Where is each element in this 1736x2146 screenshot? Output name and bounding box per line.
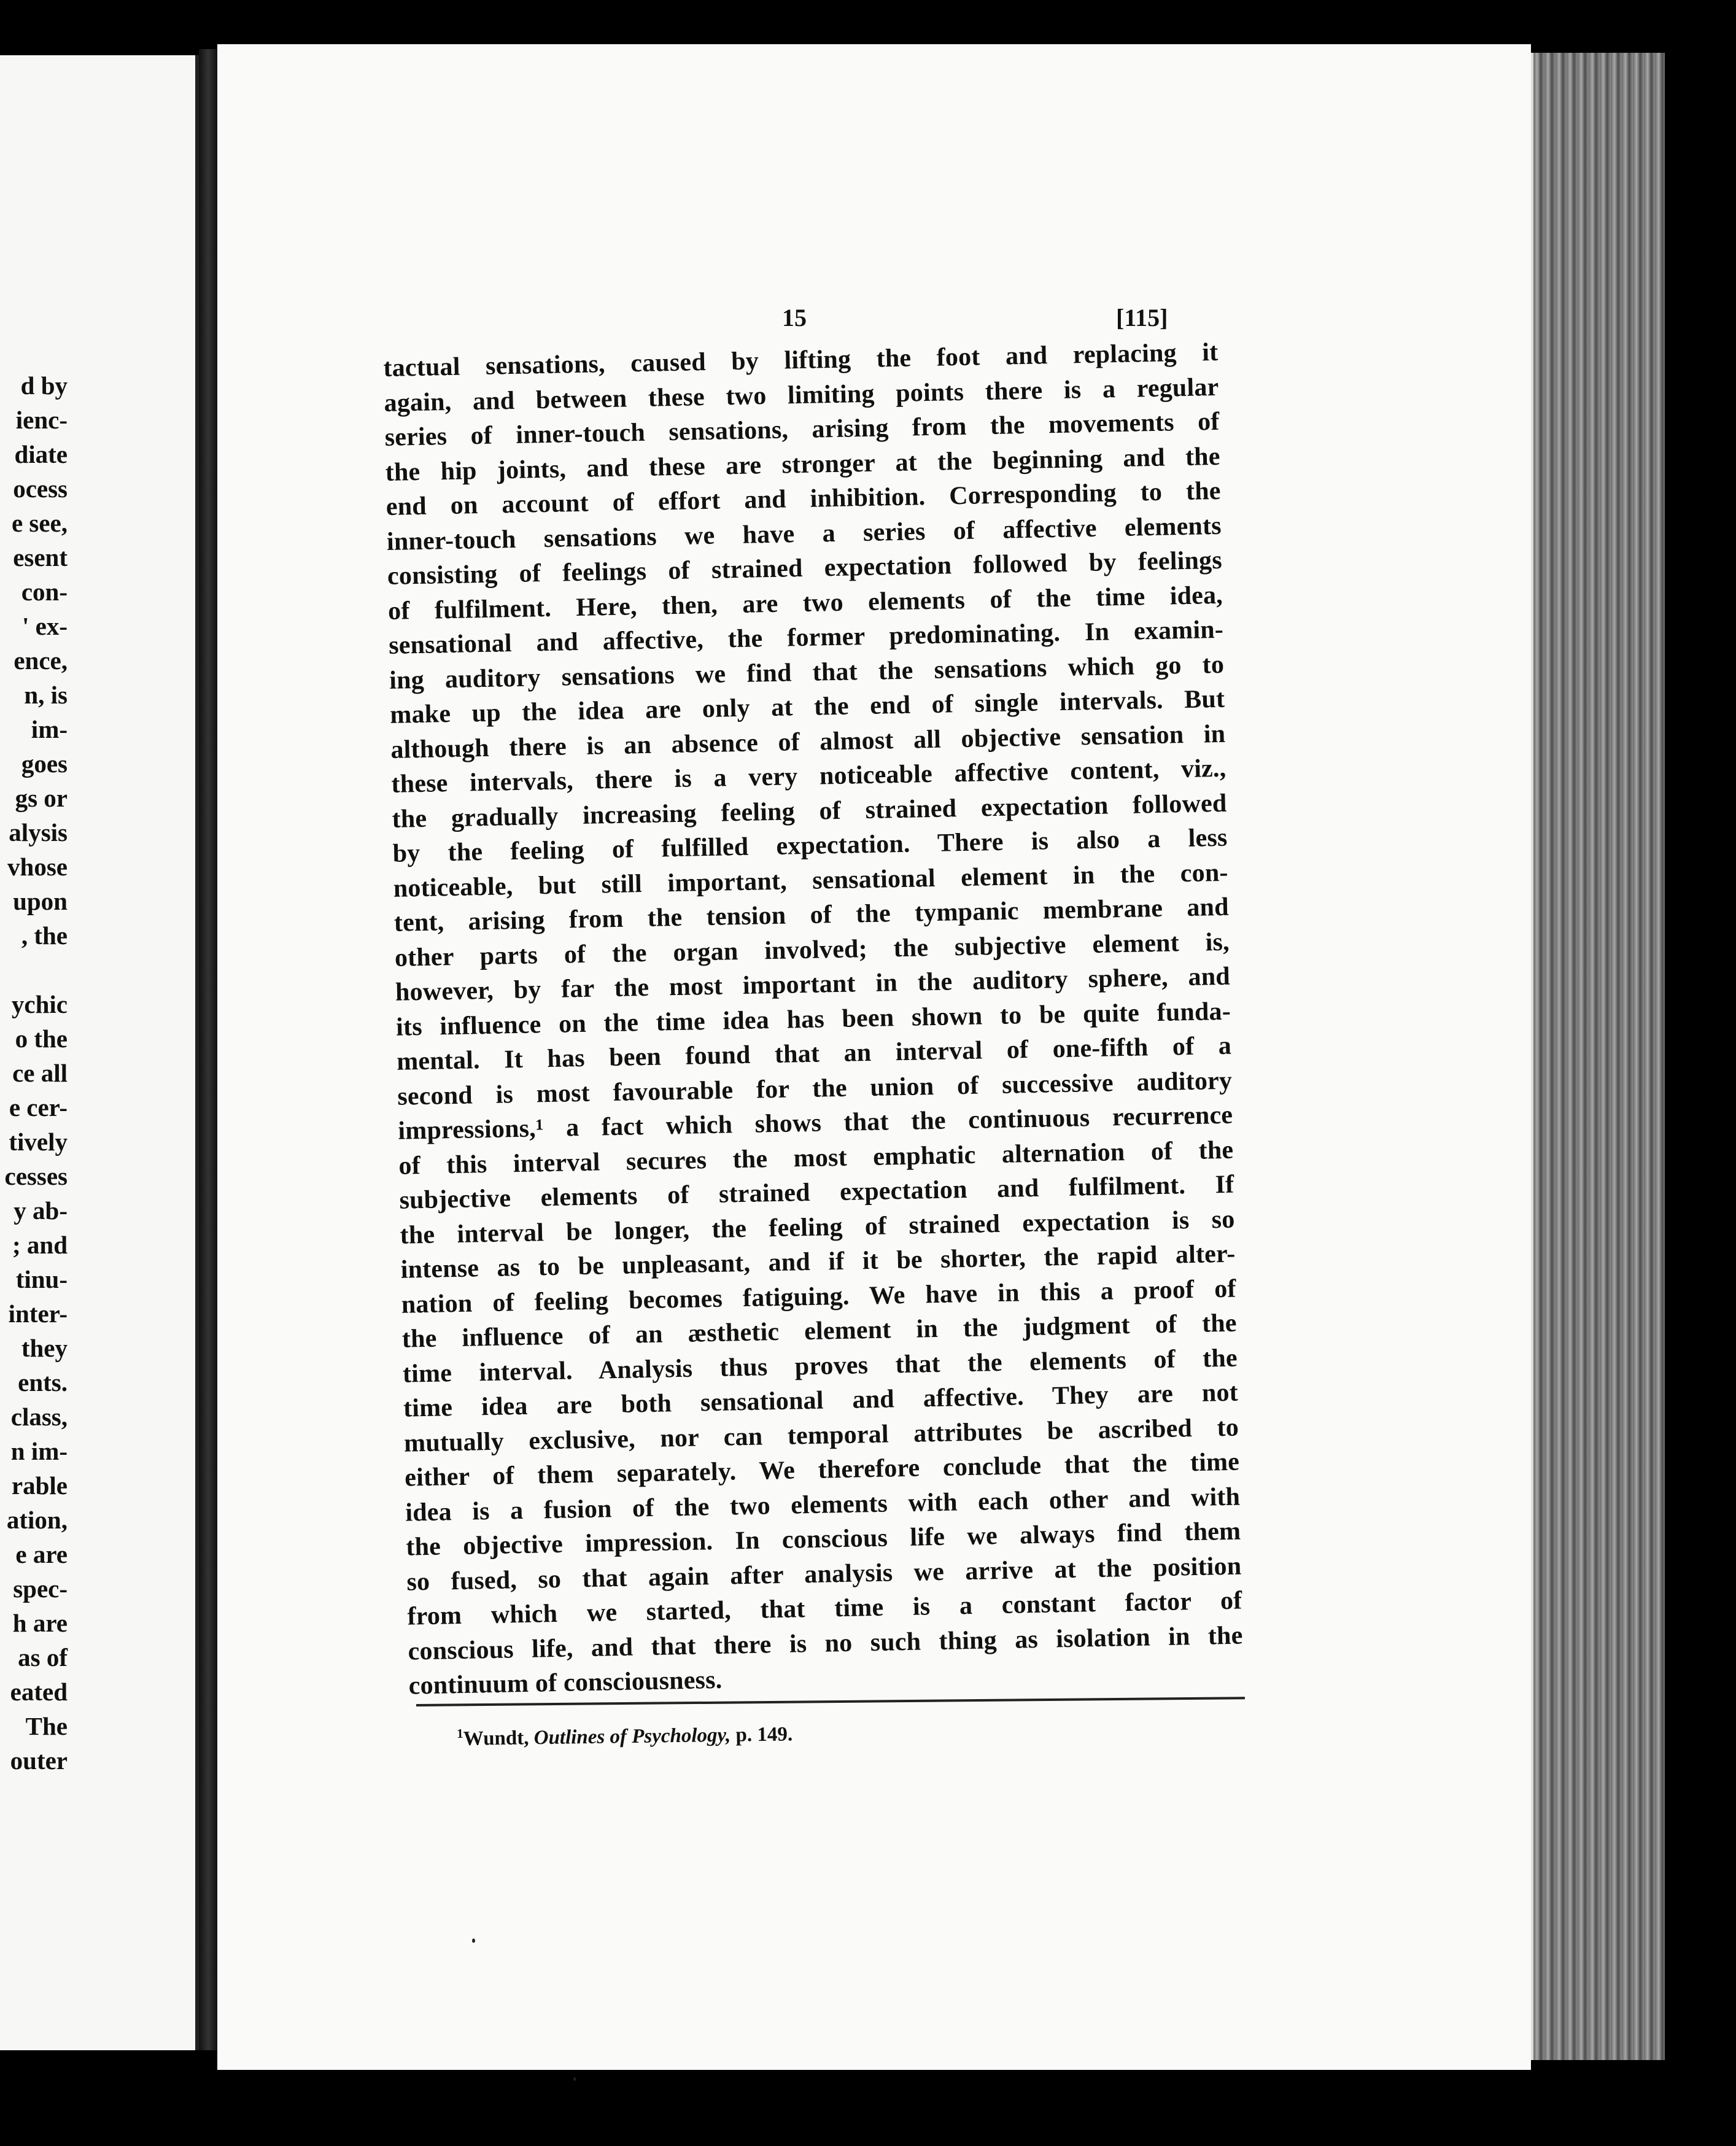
body-line: so fused, so that again after analysis we arrive at the position — [406, 1552, 1242, 1597]
body-line: sensational and affective, the former predominating. In examin- — [388, 615, 1224, 660]
book-page-edges — [1531, 53, 1665, 2060]
left-page-line: ocess — [13, 475, 68, 503]
left-page-line: they — [21, 1334, 68, 1362]
left-page-line — [0, 953, 68, 987]
paper-speck — [472, 1939, 475, 1943]
body-line: the interval be longer, the feeling of strained expectation is so — [400, 1205, 1235, 1250]
body-line: of this interval secures the most emphatic alternation of the — [398, 1136, 1234, 1180]
body-line: the influence of an æsthetic element in the judgment of the — [401, 1309, 1238, 1354]
body-line: tent, arising from the tension of the tympanic membrane and — [393, 893, 1230, 937]
left-page-line: o the — [15, 1025, 68, 1053]
body-line: second is most favourable for the union of successive auditory — [397, 1066, 1233, 1111]
body-line: ing auditory sensations we find that the sensations which go to — [389, 650, 1225, 695]
left-page-line: im- — [31, 715, 68, 743]
body-line: conscious life, and that there is no such thing as isolation in the — [408, 1621, 1243, 1666]
section-number: [115] — [1116, 304, 1168, 331]
left-page-line: eated — [10, 1678, 68, 1706]
body-line: however, by far the most important in the auditory sphere, and — [395, 962, 1231, 1007]
left-page-line: outer — [10, 1746, 68, 1775]
left-page-line: tively — [9, 1128, 68, 1156]
left-page-line: diate — [14, 440, 68, 468]
footnote — [457, 1721, 792, 1751]
body-text — [383, 335, 1244, 1703]
page-number: 15 — [782, 304, 807, 331]
body-line: time idea are both sensational and affective. They are not — [403, 1378, 1239, 1423]
left-page-line: y ab- — [14, 1196, 68, 1225]
left-page-line: ; and — [12, 1231, 68, 1259]
left-page-line: ents. — [18, 1368, 68, 1396]
left-page-line: cesses — [4, 1162, 68, 1190]
right-page — [217, 44, 1531, 2070]
left-page-line: The — [25, 1712, 68, 1740]
body-line: mutually exclusive, nor can temporal attributes be ascribed to — [403, 1413, 1239, 1458]
left-page-line: rable — [11, 1471, 68, 1500]
body-line: the hip joints, and these are stronger at the beginning and the — [385, 442, 1220, 487]
body-line: the gradually increasing feeling of strained expectation followed — [392, 789, 1227, 834]
left-page-line: ychic — [11, 990, 68, 1018]
body-line: impressions,¹ a fact which shows that the continuous recurrence — [397, 1101, 1233, 1145]
body-line: series of inner-touch sensations, arising from the movements of — [384, 407, 1220, 452]
left-page-line: n, is — [24, 681, 68, 709]
body-line: make up the idea are only at the end of single intervals. But — [389, 684, 1225, 729]
left-page-line: alysis — [9, 818, 68, 846]
body-line: nation of feeling becomes fatiguing. We have in this a proof of — [401, 1274, 1237, 1319]
left-page-line: upon — [13, 887, 68, 915]
left-page-line: gs or — [15, 784, 68, 812]
body-line: these intervals, there is a very noticeable affective content, viz., — [391, 754, 1226, 799]
body-line: time interval. Analysis thus proves that the elements of the — [402, 1344, 1238, 1389]
left-page-line: , the — [21, 921, 68, 950]
left-page-line: ce all — [12, 1059, 68, 1087]
left-page-line: vhose — [7, 853, 68, 881]
left-page-line: e are — [15, 1540, 68, 1568]
body-line: idea is a fusion of the two elements with each other and with — [405, 1482, 1241, 1527]
body-line: end on account of effort and inhibition. Corresponding to the — [386, 476, 1222, 521]
left-page-line: h are — [12, 1609, 68, 1637]
left-page-line: spec- — [13, 1575, 68, 1603]
body-line: other parts of the organ involved; the subjective element is, — [394, 928, 1230, 972]
body-line: continuum of consciousness. — [408, 1665, 723, 1700]
body-line: from which we started, that time is a constant factor of — [407, 1586, 1242, 1631]
left-page-line: e see, — [11, 509, 68, 537]
left-page-line: ' ex- — [22, 612, 68, 640]
left-page-line: tinu- — [15, 1265, 68, 1293]
body-line: mental. It has been found that an interval of one-fifth of a — [396, 1031, 1232, 1076]
body-line: inner-touch sensations we have a series of affective elements — [386, 511, 1222, 556]
footnote-title: Outlines of Psychology, — [533, 1724, 731, 1749]
footnote-author: Wundt, — [463, 1727, 529, 1750]
body-line: its influence on the time idea has been shown to be quite funda- — [395, 997, 1231, 1042]
left-page-line: e cer- — [9, 1093, 68, 1121]
body-line: intense as to be unpleasant, and if it be shorter, the rapid alter- — [400, 1239, 1236, 1284]
left-page-line: class, — [10, 1403, 68, 1431]
page-header — [217, 303, 1531, 340]
left-page-line: ence, — [14, 646, 68, 675]
left-page-line: ienc- — [15, 406, 68, 434]
left-page-line: con- — [21, 578, 68, 606]
body-line: either of them separately. We therefore conclude that the time — [404, 1447, 1240, 1492]
left-page-line: inter- — [8, 1300, 68, 1328]
left-page-line-ends — [0, 368, 68, 1778]
body-line: although there is an absence of almost all objective sensation in — [390, 719, 1226, 764]
paper-speck — [573, 2077, 576, 2081]
body-line: consisting of feelings of strained expectation followed by feelings — [387, 546, 1223, 591]
book-gutter — [199, 49, 217, 2050]
left-page-line: ation, — [6, 1506, 68, 1534]
body-line: tactual sensations, caused by lifting the foot and replacing it — [383, 338, 1219, 382]
left-page-line: n im- — [10, 1437, 68, 1465]
footnote-page: p. 149. — [735, 1723, 793, 1746]
body-line: by the feeling of fulfilled expectation. There is also a less — [392, 823, 1228, 868]
left-page-line: as of — [18, 1643, 68, 1671]
body-line: noticeable, but still important, sensational element in the con- — [393, 858, 1228, 903]
left-page-line: goes — [21, 750, 68, 778]
body-line: the objective impression. In conscious life we always find them — [405, 1517, 1241, 1562]
footnote-marker: 1 — [457, 1726, 463, 1741]
body-line: of fulfilment. Here, then, are two elements of the time idea, — [387, 581, 1223, 626]
left-page-line: d by — [20, 371, 68, 400]
body-line: again, and between these two limiting points there is a regular — [384, 373, 1219, 417]
body-line: subjective elements of strained expectation and fulfilment. If — [399, 1170, 1234, 1215]
left-page-line: esent — [13, 543, 68, 571]
left-page-fragment — [0, 55, 199, 2050]
